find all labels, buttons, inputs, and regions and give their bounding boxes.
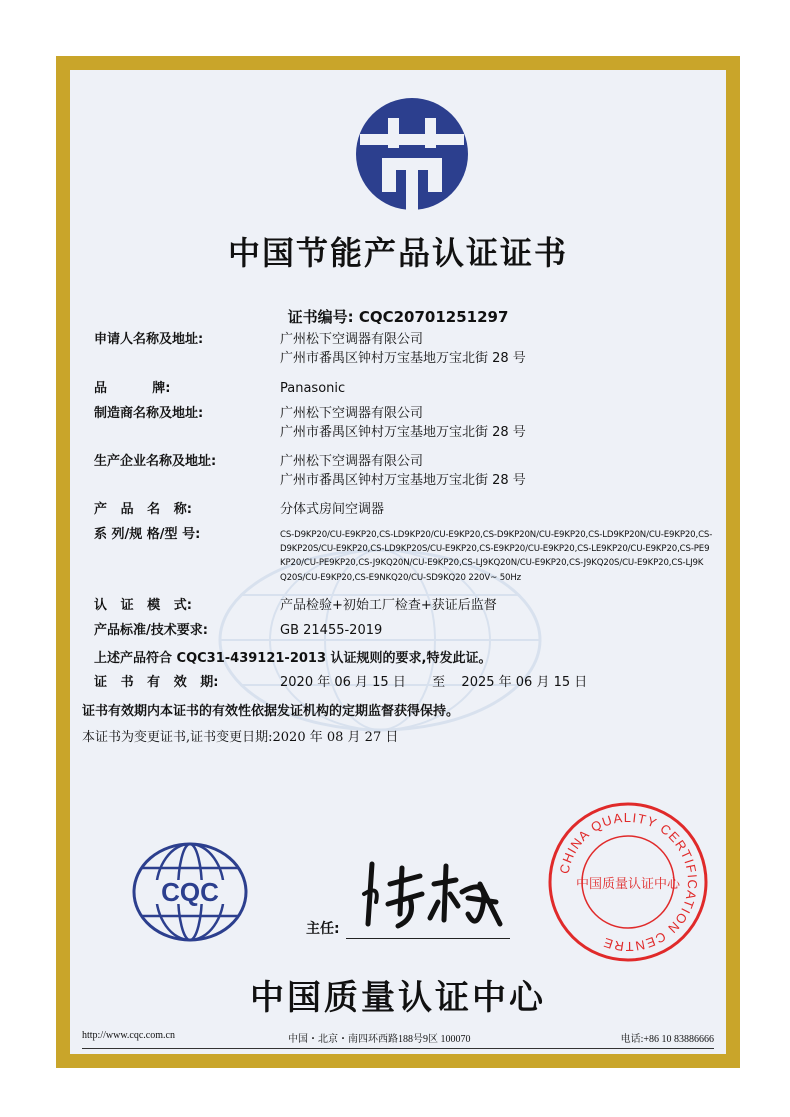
models-line: CS-D9KP20/CU-E9KP20,CS-LD9KP20/CU-E9KP20,CS-D9KP20N/CU-E9KP20,CS-LD9KP20N/CU-E9KP20,CS- — [280, 530, 713, 540]
brand-value: Panasonic — [280, 381, 346, 396]
certificate-number-value: CQC20701251297 — [358, 308, 509, 326]
models-line: Q20S/CU-E9KP20,CS-E9NKQ20/CU-SD9KQ20 220V~ 50Hz — [280, 572, 522, 583]
applicant-value — [280, 330, 714, 368]
certificate-title: 中国节能产品认证证书 — [227, 234, 568, 272]
cqc-logo-text: CQC — [161, 877, 219, 907]
certificate-paper — [70, 70, 726, 1054]
certificate-number-label: 证书编号: — [287, 308, 354, 326]
seal-inner-text: 中国质量认证中心 — [575, 877, 681, 892]
footer-website[interactable]: http://www.cqc.com.cn — [82, 1030, 175, 1041]
producer-label: 生产企业名称及地址: — [94, 454, 217, 469]
director-label: 主任: — [306, 921, 340, 937]
applicant-label: 申请人名称及地址: — [94, 332, 204, 347]
change-note: 本证书为变更证书,证书变更日期:2020 年 08 月 27 日 — [82, 730, 399, 745]
validity-value — [280, 673, 714, 692]
cqc-logo-icon — [132, 840, 248, 944]
standard-value: GB 21455-2019 — [280, 623, 383, 638]
manufacturer-name: 广州松下空调器有限公司 — [280, 406, 424, 421]
producer-name: 广州松下空调器有限公司 — [280, 454, 424, 469]
models-label: 系 列/规 格/型 号: — [94, 527, 201, 542]
cert-mode-label: 认 证 模 式: — [94, 598, 192, 613]
issuer-name: 中国质量认证中心 — [250, 978, 546, 1018]
models-line: KP20/CU-PE9KP20,CS-J9KQ20N/CU-E9KP20,CS-LJ9KQ20N/CU-E9KP20,CS-J9KQ20S/CU-E9KP20,CS-LJ9K — [280, 558, 704, 569]
producer-address: 广州市番禺区钟村万宝基地万宝北街 28 号 — [280, 473, 526, 488]
certification-seal-icon — [546, 800, 710, 964]
validity-from: 2020 年 06 月 15 日 — [280, 675, 406, 690]
cert-mode-value: 产品检验+初始工厂检查+获证后监督 — [280, 598, 497, 613]
manufacturer-address: 广州市番禺区钟村万宝基地万宝北街 28 号 — [280, 425, 526, 440]
director-signature-icon — [350, 854, 510, 938]
validity-to-label: 至 — [432, 675, 446, 690]
standard-label: 产品标准/技术要求: — [94, 623, 208, 638]
validity-label: 证 书 有 效 期: — [94, 675, 219, 690]
applicant-address: 广州市番禺区钟村万宝基地万宝北街 28 号 — [280, 351, 526, 366]
models-line: D9KP20S/CU-E9KP20,CS-LD9KP20S/CU-E9KP20,CS-E9KP20/CU-E9KP20,CS-LE9KP20/CU-E9KP20,CS-PE9 — [280, 544, 710, 555]
energy-saving-logo-icon — [354, 96, 470, 212]
footer-divider — [82, 1048, 714, 1049]
certificate-number — [70, 306, 726, 327]
manufacturer-value — [280, 404, 714, 442]
validity-note: 证书有效期内本证书的有效性依据发证机构的定期监督获得保持。 — [82, 704, 460, 719]
certificate-frame — [56, 56, 740, 1068]
applicant-name: 广州松下空调器有限公司 — [280, 332, 424, 347]
footer-phone: 电话:+86 10 83886666 — [620, 1034, 714, 1045]
footer-address: 中国・北京・南四环西路188号9区 100070 — [288, 1034, 471, 1045]
brand-label: 品 牌: — [94, 381, 171, 396]
models-value — [280, 528, 714, 585]
signature-line — [346, 938, 510, 939]
product-name-label: 产 品 名 称: — [94, 502, 192, 517]
seal-arc-text: CHINA QUALITY CERTIFICATION CENTRE — [556, 809, 701, 955]
producer-value — [280, 452, 714, 490]
conformity-statement: 上述产品符合 CQC31-439121-2013 认证规则的要求,特发此证。 — [94, 651, 492, 666]
product-name-value: 分体式房间空调器 — [280, 502, 385, 517]
validity-to: 2025 年 06 月 15 日 — [461, 675, 588, 690]
manufacturer-label: 制造商名称及地址: — [94, 406, 204, 421]
